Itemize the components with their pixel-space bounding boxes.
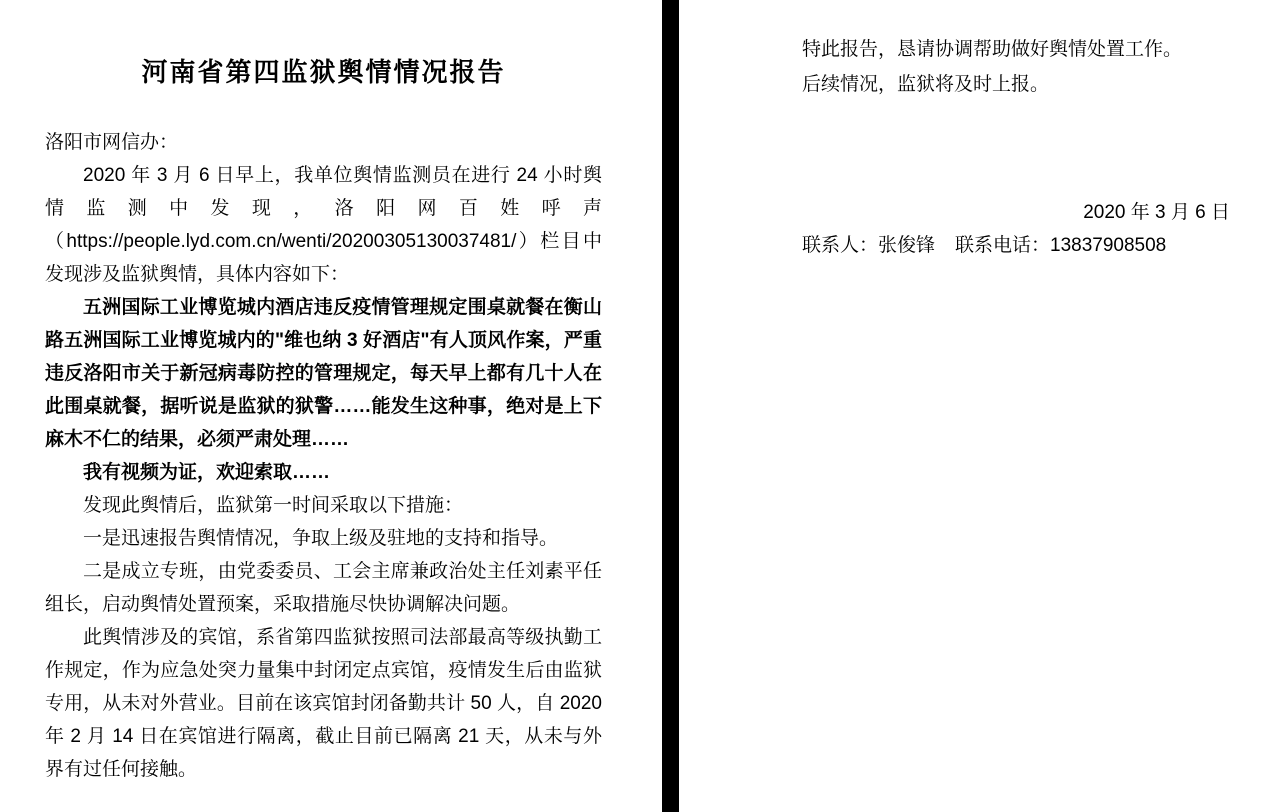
report-date: 2020 年 3 月 6 日 bbox=[1083, 202, 1230, 223]
measure-2-paragraph: 二是成立专班，由党委委员、工会主席兼政治处主任刘素平任组长，启动舆情处置预案，采取措施尽快协调解决问题。 bbox=[45, 561, 602, 615]
report-page-2 bbox=[679, 0, 1261, 812]
hotel-note-paragraph: 此舆情涉及的宾馆，系省第四监狱按照司法部最高等级执勤工作规定，作为应急处突力量集中封闭定点宾馆，疫情发生后由监狱专用，从未对外营业。目前在该宾馆封闭备勤共计 50 人，自 2020 年 2 月 14 日在宾馆进行隔离，截止目前已隔离 21 天，从未与外界有过任何接触。 bbox=[45, 627, 602, 780]
report-url: （https://people.lyd.com.cn/wenti/20200305130037481/） bbox=[45, 231, 541, 252]
contact-phone: 联系电话：13837908508 bbox=[955, 235, 1167, 256]
complaint-evidence-paragraph: 我有视频为证，欢迎索取…… bbox=[83, 462, 331, 483]
contact-person: 联系人：张俊锋 bbox=[802, 235, 936, 256]
report-title: 河南省第四监狱舆情情况报告 bbox=[141, 57, 506, 87]
closing-line-2: 后续情况，监狱将及时上报。 bbox=[802, 74, 1050, 95]
contact-line bbox=[802, 229, 1230, 262]
intro-text-after: 栏目中发现涉及监狱舆情，具体内容如下： bbox=[45, 231, 602, 285]
measures-intro-paragraph: 发现此舆情后，监狱第一时间采取以下措施： bbox=[83, 495, 464, 516]
measure-1-paragraph: 一是迅速报告舆情情况，争取上级及驻地的支持和指导。 bbox=[83, 528, 559, 549]
complaint-paragraph: 五洲国际工业博览城内酒店违反疫情管理规定围桌就餐在衡山路五洲国际工业博览城内的"维也纳 3 好酒店"有人顶风作案，严重违反洛阳市关于新冠病毒防控的管理规定，每天早上都有几十人在此围桌就餐，据听说是监狱的狱警……能发生这种事，绝对是上下麻木不仁的结果，必须严肃处理…… bbox=[45, 297, 602, 450]
closing-line-1: 特此报告，恳请协调帮助做好舆情处置工作。 bbox=[802, 39, 1183, 60]
salutation: 洛阳市网信办： bbox=[45, 132, 179, 153]
page-divider bbox=[662, 0, 679, 812]
intro-paragraph bbox=[45, 159, 602, 291]
intro-text-before: 2020 年 3 月 6 日早上，我单位舆情监测员在进行 24 小时舆情监测中发现，洛阳网百姓呼声 bbox=[45, 165, 602, 219]
